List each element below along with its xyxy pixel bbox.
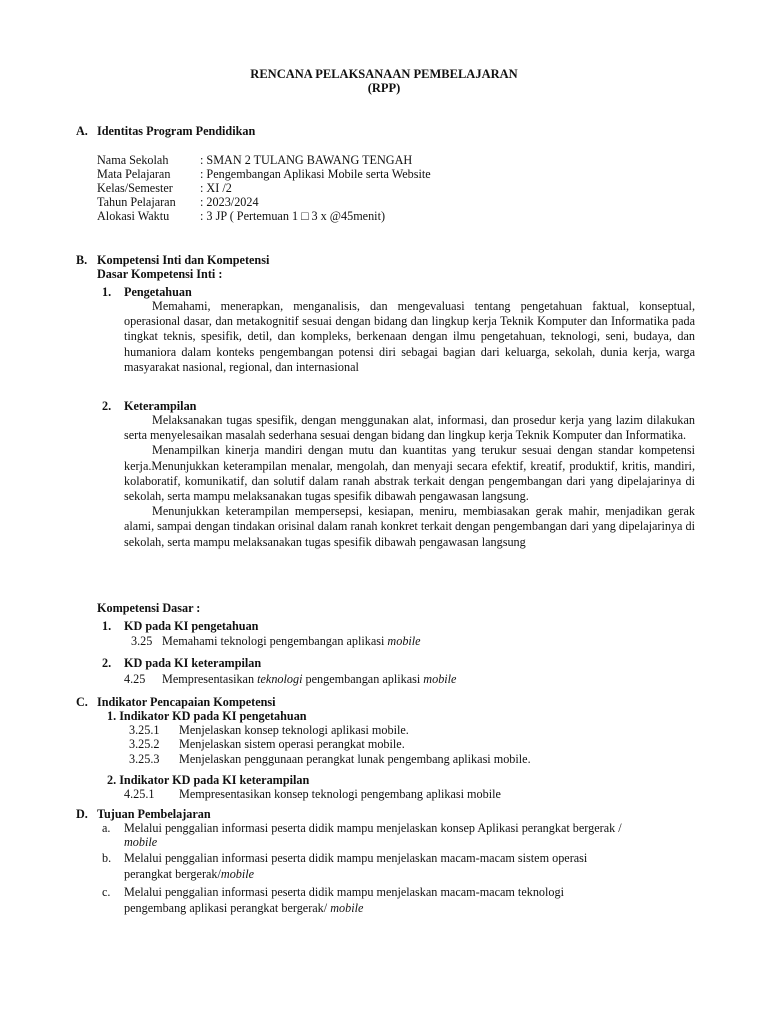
tujuan-text-cont	[124, 867, 254, 882]
tujuan-text: Melalui penggalian informasi peserta didik mampu menjelaskan macam-macam sistem operasi	[124, 851, 588, 865]
identity-value: : 2023/2024	[200, 195, 259, 209]
identity-value: : Pengembangan Aplikasi Mobile serta Website	[200, 167, 431, 181]
kd-text-italic: teknologi	[257, 672, 303, 686]
section-b-heading: Kompetensi Inti dan Kompetensi	[97, 253, 270, 267]
ki-number: 2.	[102, 399, 112, 413]
kd-code: 4.25	[124, 672, 146, 686]
paragraph: Memahami, menerapkan, menganalisis, dan mengevaluasi tentang pengetahuan faktual, konseptual, operasional dasar, dan metakognitif sesuai dengan bidang dan lingkup kerja Teknik Komputer dan Informatika pada tingkat teknis, spesifik, detil, dan kompleks, berkenaan dengan ilmu pengetahuan, teknologi, seni, budaya, dan humaniora dalam konteks pengembangan potensi diri sebagai bagian dari keluarga, sekolah, dunia kerja, warga masyarakat nasional, regional, dan internasional	[124, 299, 695, 374]
kd-number: 2.	[102, 656, 112, 670]
section-b-letter: B.	[76, 253, 88, 267]
ki-keterampilan-title: Keterampilan	[124, 399, 197, 413]
section-b-subheading: Dasar Kompetensi Inti :	[97, 267, 223, 281]
tujuan-text-cont	[124, 835, 157, 850]
section-a-letter: A.	[76, 124, 88, 138]
section-d-letter: D.	[76, 807, 88, 821]
paragraph: Menunjukkan keterampilan mempersepsi, kesiapan, meniru, membiasakan gerak mahir, menjadikan gerak alami, sampai dengan tindakan orisinal dalam ranah konkret terkait dengan pengembangan dari yang dipelajarinya di sekolah, serta mampu melaksanakan tugas spesifik dibawah pengawasan langsung	[124, 504, 695, 549]
kd-text-italic: mobile	[423, 672, 457, 686]
paragraph: Menampilkan kinerja mandiri dengan mutu dan kuantitas yang terukur sesuai dengan standar kompetensi kerja.Menunjukkan keterampilan menalar, mengolah, dan menyaji secara efektif, kreatif, produktif, kritis, mandiri, kolaboratif, komunikatif, dan solutif dalam ranah abstrak terkait dengan pengembangan dari yang dipelajarinya di sekolah, serta mampu melaksanakan tugas spesifik dibawah pengawasan langsung.	[124, 443, 695, 504]
section-c-letter: C.	[76, 695, 88, 709]
identity-value: : XI /2	[200, 181, 232, 195]
identity-value: : 3 JP ( Pertemuan 1 □ 3 x @45menit)	[200, 209, 386, 223]
ki-pengetahuan-text	[124, 299, 695, 375]
kd-text	[162, 634, 421, 649]
identity-label: Nama Sekolah	[97, 153, 169, 167]
section-a-heading: Identitas Program Pendidikan	[97, 124, 256, 138]
kd-pengetahuan-title: KD pada KI pengetahuan	[124, 619, 259, 633]
ki-number: 1.	[102, 285, 112, 299]
section-d-heading: Tujuan Pembelajaran	[97, 807, 211, 821]
indikator-code: 3.25.1	[129, 723, 160, 737]
identity-label: Alokasi Waktu	[97, 209, 170, 223]
tujuan-text-italic: mobile	[330, 901, 364, 915]
identity-label: Kelas/Semester	[97, 181, 173, 195]
kd-heading: Kompetensi Dasar :	[97, 601, 201, 615]
indikator-text: Mempresentasikan konsep teknologi pengembang aplikasi mobile	[179, 787, 501, 801]
paragraph: Melaksanakan tugas spesifik, dengan menggunakan alat, informasi, dan prosedur kerja yang lazim dilakukan serta menyelesaikan masalah sederhana sesuai dengan bidang dan lingkup kerja Teknik Komputer dan Informatika.	[124, 413, 695, 443]
tujuan-text: Melalui penggalian informasi peserta didik mampu menjelaskan macam-macam teknologi	[124, 885, 564, 899]
indikator-code: 3.25.2	[129, 737, 160, 751]
indikator-code: 3.25.3	[129, 752, 160, 766]
kd-text	[162, 672, 456, 687]
kd-text-plain: Mempresentasikan	[162, 672, 258, 686]
indikator-text: Menjelaskan konsep teknologi aplikasi mobile.	[179, 723, 409, 737]
tujuan-text-plain: perangkat bergerak/	[124, 867, 221, 881]
ki-pengetahuan-title: Pengetahuan	[124, 285, 192, 299]
kd-code: 3.25	[131, 634, 153, 648]
indikator-pengetahuan-title: 1. Indikator KD pada KI pengetahuan	[107, 709, 307, 723]
document-title: RENCANA PELAKSANAAN PEMBELAJARAN	[250, 67, 518, 81]
kd-text-plain: pengembangan aplikasi	[302, 672, 424, 686]
indikator-text: Menjelaskan penggunaan perangkat lunak pengembang aplikasi mobile.	[179, 752, 531, 766]
kd-text-plain: Memahami teknologi pengembangan aplikasi	[162, 634, 388, 648]
section-c-heading: Indikator Pencapaian Kompetensi	[97, 695, 276, 709]
tujuan-letter: b.	[102, 851, 112, 865]
tujuan-text-plain: pengembang aplikasi perangkat bergerak/	[124, 901, 331, 915]
tujuan-letter: c.	[102, 885, 111, 899]
tujuan-text-italic: mobile	[124, 835, 158, 849]
indikator-code: 4.25.1	[124, 787, 155, 801]
tujuan-text-cont	[124, 901, 363, 916]
indikator-text: Menjelaskan sistem operasi perangkat mobile.	[179, 737, 405, 751]
identity-value: : SMAN 2 TULANG BAWANG TENGAH	[200, 153, 413, 167]
tujuan-text-italic: mobile	[220, 867, 255, 881]
indikator-keterampilan-title: 2. Indikator KD pada KI keterampilan	[107, 773, 310, 787]
document-subtitle: (RPP)	[367, 81, 401, 95]
identity-label: Mata Pelajaran	[97, 167, 171, 181]
identity-label: Tahun Pelajaran	[97, 195, 176, 209]
kd-number: 1.	[102, 619, 112, 633]
tujuan-text: Melalui penggalian informasi peserta didik mampu menjelaskan konsep Aplikasi perangkat bergerak /	[124, 821, 622, 835]
tujuan-letter: a.	[102, 821, 111, 835]
ki-keterampilan-text	[124, 413, 695, 550]
kd-keterampilan-title: KD pada KI keterampilan	[124, 656, 262, 670]
kd-text-italic: mobile	[387, 634, 421, 648]
